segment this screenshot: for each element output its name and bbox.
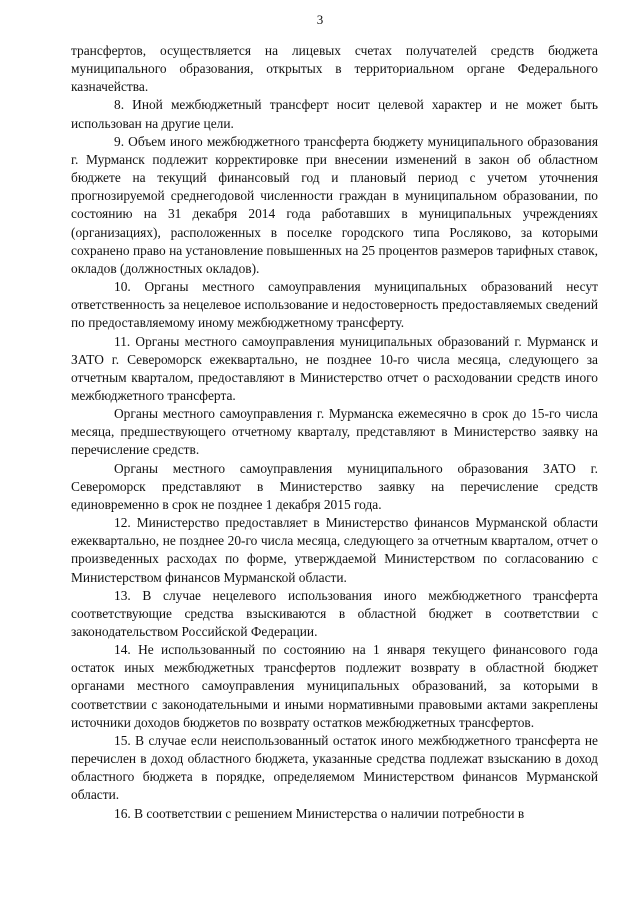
page-number: 3	[316, 12, 324, 27]
paragraph: 15. В случае если неиспользованный остаток иного межбюджетного трансферта не перечислен в доход областного бюджета, указанные средства подлежат взысканию в доход областного бюджета в порядке, определяемом Министерством финансов Мурманской области.	[71, 732, 598, 803]
paragraph: Органы местного самоуправления муниципального образования ЗАТО г. Североморск представляют в Министерство заявку на перечисление средств единовременно в срок не позднее 1 декабря 2015 года.	[71, 460, 598, 512]
paragraph: трансфертов, осуществляется на лицевых счетах получателей средств бюджета муниципального образования, открытых в территориальном органе Федерального казначейства.	[71, 43, 598, 95]
paragraph: 11. Органы местного самоуправления муниципальных образований г. Мурманск и ЗАТО г. Североморск ежеквартально, не позднее 10-го числа месяца, следующего за отчетным кварталом, предоставляют в Министерство отчет о расходовании средств иного межбюджетного трансферта.	[71, 333, 598, 403]
paragraph: 8. Иной межбюджетный трансферт носит целевой характер и не может быть использован на другие цели.	[71, 97, 598, 131]
paragraph: 10. Органы местного самоуправления муниципальных образований несут ответственность за нецелевое использование и недостоверность предоставляемых сведений по предоставляемому иному межбюджетному трансферту.	[71, 279, 598, 331]
paragraph: 9. Объем иного межбюджетного трансферта бюджету муниципального образования г. Мурманск подлежит корректировке при внесении изменений в закон об областном бюджете на текущий финансовый год и плановый период с учетом уточнения прогнозируемой среднегодовой численности граждан в муниципальном образовании, по состоянию на 31 декабря 2014 года работавших в муниципальных учреждениях (организациях), расположенных в поселке городского типа Росляково, за которыми сохранено право на установление повышенных на 25 процентов размеров тарифных ставок, окладов (должностных окладов).	[71, 133, 598, 276]
paragraph: Органы местного самоуправления г. Мурманска ежемесячно в срок до 15-го числа месяца, предшествующего отчетному кварталу, представляют в Министерство заявку на перечисление средств.	[71, 406, 598, 458]
paragraph: 14. Не использованный по состоянию на 1 января текущего финансового года остаток иных межбюджетных трансфертов подлежит возврату в областной бюджет органами местного самоуправления муниципальных образований, за которыми в соответствии с законодательными и иными нормативными правовыми актами закреплены источники доходов бюджетов по возврату остатков межбюджетных трансфертов.	[71, 642, 598, 730]
paragraph: 16. В соответствии с решением Министерства о наличии потребности в	[114, 805, 525, 821]
document-body	[71, 42, 598, 823]
paragraph: 12. Министерство предоставляет в Министерство финансов Мурманской области ежеквартально, не позднее 20-го числа месяца, следующего за отчетным кварталом, отчет о произведенных расходах по форме, утверждаемой Министерством по согласованию с Министерством финансов Мурманской области.	[71, 515, 598, 585]
paragraph: 13. В случае нецелевого использования иного межбюджетного трансферта соответствующие средства взыскиваются в областной бюджет в соответствии с законодательством Российской Федерации.	[71, 587, 598, 639]
